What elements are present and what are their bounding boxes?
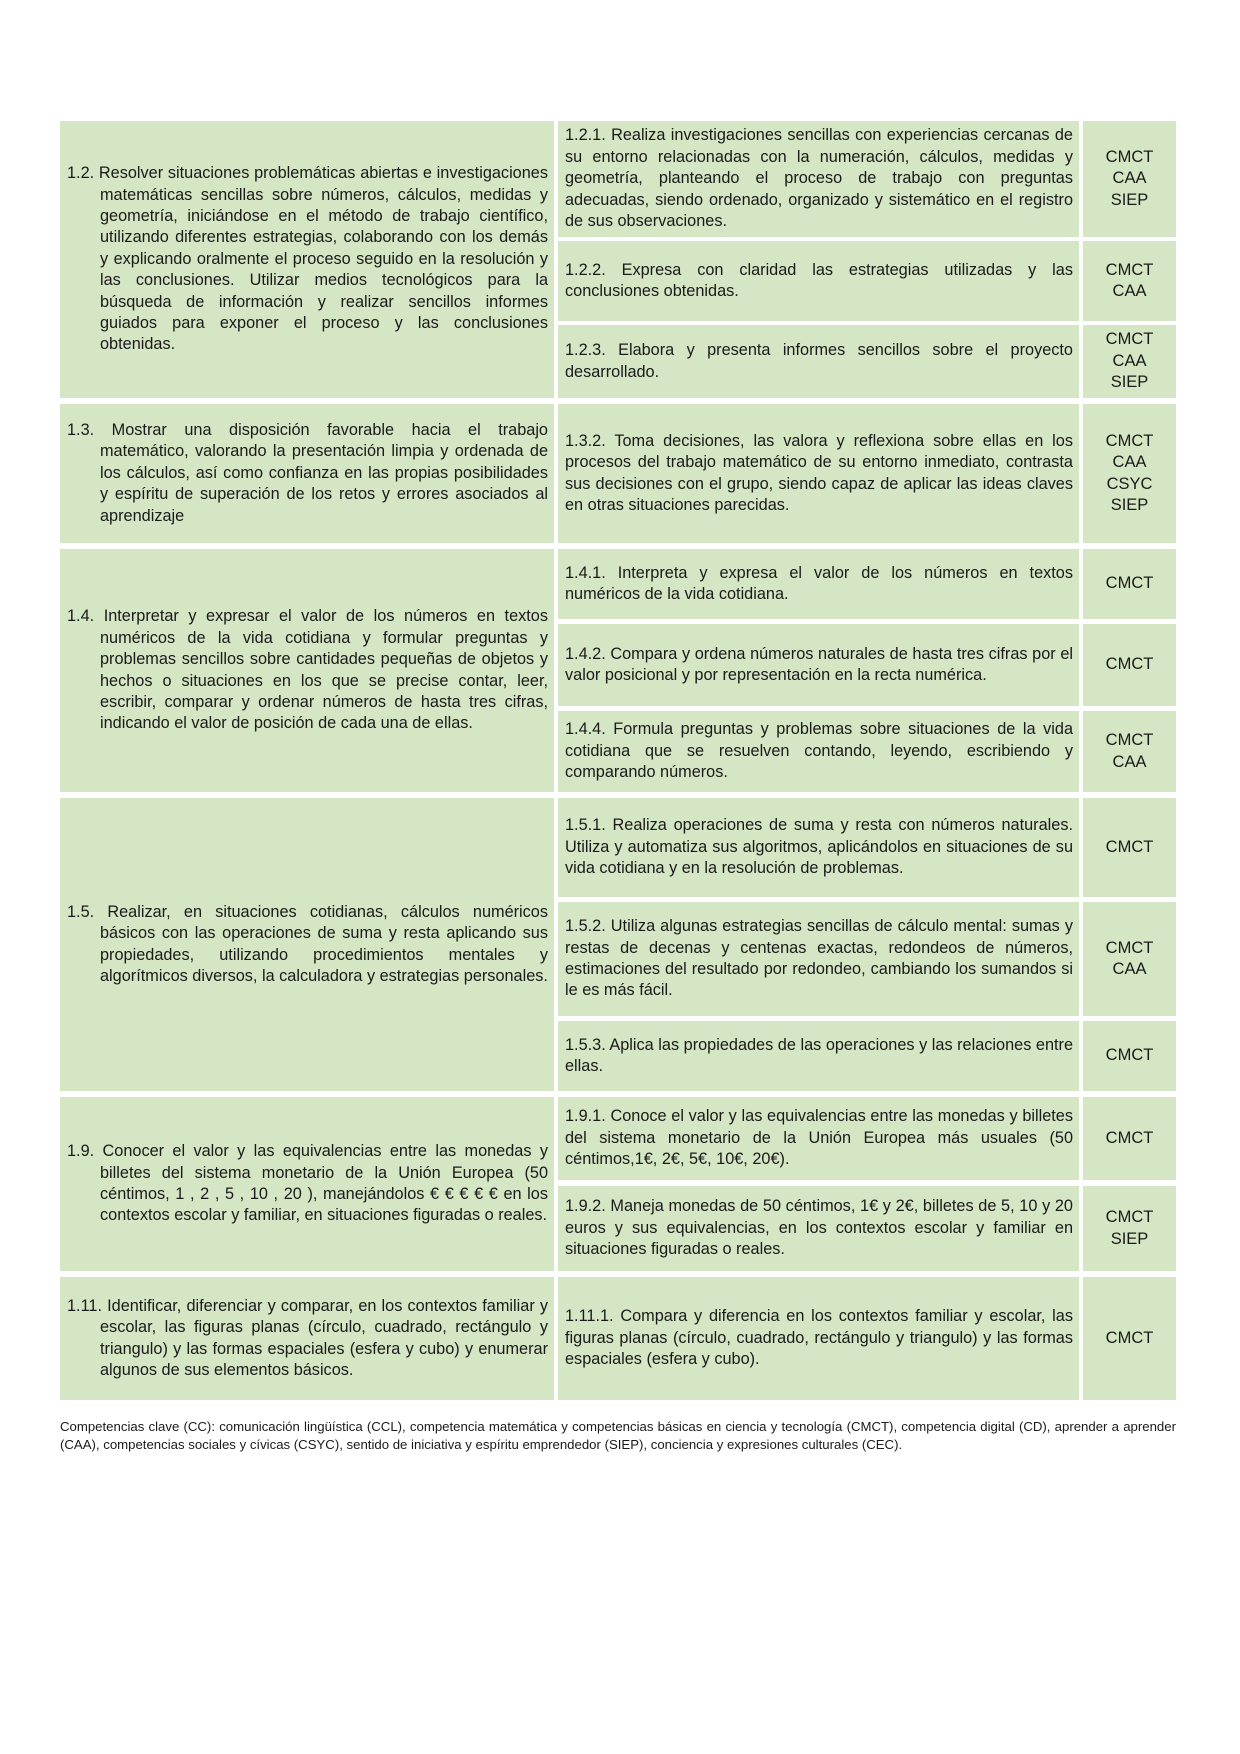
competency-code: CMCT — [1105, 1328, 1154, 1347]
standard-text: 1.4.2. Compara y ordena números naturales de hasta tres cifras por el valor posicional y por representación en la recta numérica. — [565, 644, 1073, 684]
criterion-text: 1.11. Identificar, diferenciar y comparar, en los contextos familiar y escolar, las figuras planas (círculo, cuadrado, rectángulo y triangulo) y las formas espaciales (esfera y cubo) y enumerar algunos de sus elementos básicos. — [67, 1296, 548, 1379]
standard-text: 1.2.3. Elabora y presenta informes sencillos sobre el proyecto desarrollado. — [565, 341, 1073, 381]
standard-text: 1.4.1. Interpreta y expresa el valor de los números en textos numéricos de la vida cotidiana. — [565, 563, 1073, 603]
competency-code: CAA — [1112, 752, 1147, 771]
competencies-cell — [1083, 1186, 1176, 1271]
criterion-cell — [60, 549, 554, 792]
standard-cell — [558, 1277, 1079, 1400]
competency-code: SIEP — [1110, 190, 1149, 209]
standard-cell — [558, 624, 1079, 706]
standard-text: 1.2.1. Realiza investigaciones sencillas con experiencias cercanas de su entorno relacionadas con la numeración, cálculos, medidas y geometría, planteando el proceso de trabajo con preguntas adecuadas, siendo ordenado, organizado y sistemático en el registro de sus observaciones. — [565, 126, 1073, 231]
competency-code: SIEP — [1110, 495, 1149, 514]
criterion-text: 1.5. Realizar, en situaciones cotidianas, cálculos numéricos básicos con las operaciones de suma y resta aplicando sus propiedades, utilizando procedimientos mentales y algorítmicos diversos, la calculadora y estrategias personales. — [67, 902, 548, 985]
criterion-cell — [60, 798, 554, 1091]
standard-cell — [558, 1021, 1079, 1091]
competency-code: CAA — [1112, 169, 1147, 188]
standard-text: 1.5.1. Realiza operaciones de suma y resta con números naturales. Utiliza y automatiza sus algoritmos, aplicándolos en situaciones de su vida cotidiana y en la resolución de problemas. — [565, 816, 1073, 878]
competency-code: SIEP — [1110, 373, 1149, 392]
competencies-cell — [1083, 1277, 1176, 1400]
standard-text: 1.3.2. Toma decisiones, las valora y reflexiona sobre ellas en los procesos del trabajo matemático de su entorno inmediato, contrasta sus decisiones con el grupo, siendo capaz de aplicar las ideas claves en otras situaciones parecidas. — [565, 431, 1073, 514]
standard-text: 1.11.1. Compara y diferencia en los contextos familiar y escolar, las figuras planas (círculo, cuadrado, rectángulo y triangulo) y las formas espaciales (esfera y cubo). — [565, 1307, 1073, 1369]
standard-text: 1.9.1. Conoce el valor y las equivalencias entre las monedas y billetes del sistema monetario de la Unión Europea más usuales (50 céntimos,1€, 2€, 5€, 10€, 20€). — [565, 1107, 1073, 1169]
competencies-cell — [1083, 798, 1176, 897]
standard-cell — [558, 1186, 1079, 1271]
standard-text: 1.5.2. Utiliza algunas estrategias sencillas de cálculo mental: sumas y restas de decenas y centenas exactas, redondeos de números, estimaciones del resultado por redondeo, cambiando los sumandos si le es más fácil. — [565, 917, 1073, 1000]
competency-code: CMCT — [1105, 574, 1154, 593]
competency-code: CAA — [1112, 960, 1147, 978]
competencies-cell — [1083, 549, 1176, 619]
competencies-cell — [1083, 1097, 1176, 1180]
criterion-text: 1.9. Conocer el valor y las equivalencias entre las monedas y billetes del sistema monetario de la Unión Europea (50 céntimos, 1 , 2 , 5 , 10 , 20 ), manejándolos € € € € € en los contextos escolar y familiar, en situaciones figuradas o reales. — [67, 1142, 548, 1225]
standard-cell — [558, 1097, 1079, 1180]
competencies-cell — [1083, 711, 1176, 792]
competencies-cell — [1083, 404, 1176, 543]
competency-code: SIEP — [1110, 1229, 1149, 1248]
standard-text: 1.5.3. Aplica las propiedades de las operaciones y las relaciones entre ellas. — [565, 1035, 1073, 1075]
competencies-cell — [1083, 1021, 1176, 1091]
standard-cell — [558, 711, 1079, 792]
standard-cell — [558, 549, 1079, 619]
standard-text: 1.2.2. Expresa con claridad las estrategias utilizadas y las conclusiones obtenidas. — [565, 260, 1073, 300]
competency-code: CMCT — [1105, 938, 1154, 957]
criterion-cell — [60, 121, 554, 398]
competency-code: CAA — [1112, 282, 1147, 300]
criterion-text: 1.4. Interpretar y expresar el valor de los números en textos numéricos de la vida cotidiana y formular preguntas y problemas sencillos sobre cantidades pequeñas de objetos y hechos o situaciones en los que se precise contar, leer, escribir, comparar y ordenar números de hasta tres cifras, indicando el valor de posición de cada una de ellas. — [67, 607, 548, 733]
competencies-cell — [1083, 325, 1176, 398]
competency-code: CMCT — [1105, 1046, 1154, 1065]
standard-cell — [558, 121, 1079, 237]
standard-cell — [558, 241, 1079, 321]
competency-code: CMCT — [1105, 731, 1154, 750]
standard-text: 1.9.2. Maneja monedas de 50 céntimos, 1€ y 2€, billetes de 5, 10 y 20 euros y sus equivalencias, en los contextos escolar y familiar en situaciones figuradas o reales. — [565, 1197, 1073, 1259]
criterion-text: 1.2. Resolver situaciones problemáticas abiertas e investigaciones matemáticas sencillas sobre números, cálculos, medidas y geometría, iniciándose en el método de trabajo científico, utilizando diferentes estrategias, colaborando con los demás y explicando oralmente el proceso seguido en la resolución y las conclusiones. Utilizar medios tecnológicos para la búsqueda de información y realizar sencillos informes guiados para exponer el proceso y las conclusiones obtenidas. — [67, 164, 548, 354]
standard-cell — [558, 325, 1079, 398]
competency-code: CMCT — [1105, 147, 1154, 166]
competency-code: CMCT — [1105, 260, 1154, 279]
standard-text: 1.4.4. Formula preguntas y problemas sobre situaciones de la vida cotidiana que se resuelven contando, leyendo, escribiendo y comparando números. — [565, 720, 1073, 782]
standard-cell — [558, 798, 1079, 897]
competencies-cell — [1083, 241, 1176, 321]
criterion-cell — [60, 404, 554, 543]
standard-cell — [558, 404, 1079, 543]
standard-cell — [558, 902, 1079, 1016]
competency-code: CMCT — [1105, 837, 1154, 856]
competency-code: CMCT — [1105, 431, 1154, 450]
criterion-cell — [60, 1277, 554, 1400]
competencies-footnote: Competencias clave (CC): comunicación lingüística (CCL), competencia matemática y competencias básicas en ciencia y tecnología (CMCT), competencia digital (CD), aprender a aprender (CAA), competencias sociales y cívicas (CSYC), sentido de iniciativa y espíritu emprendedor (SIEP), conciencia y expresiones culturales (CEC). — [60, 1419, 1176, 1452]
competency-code: CAA — [1112, 351, 1147, 370]
competency-code: CMCT — [1105, 655, 1154, 674]
competency-code: CSYC — [1106, 474, 1153, 493]
competency-code: CMCT — [1105, 1208, 1154, 1227]
competency-code: CMCT — [1105, 330, 1154, 349]
competencies-cell — [1083, 121, 1176, 237]
competencies-cell — [1083, 902, 1176, 1016]
criterion-text: 1.3. Mostrar una disposición favorable hacia el trabajo matemático, valorando la presentación limpia y ordenada de los cálculos, así como confianza en las propias posibilidades y espíritu de superación de los retos y errores asociados al aprendizaje — [67, 420, 548, 525]
criterion-cell — [60, 1097, 554, 1271]
competency-code: CMCT — [1105, 1128, 1154, 1147]
competencies-cell — [1083, 624, 1176, 706]
competency-code: CAA — [1112, 453, 1147, 472]
